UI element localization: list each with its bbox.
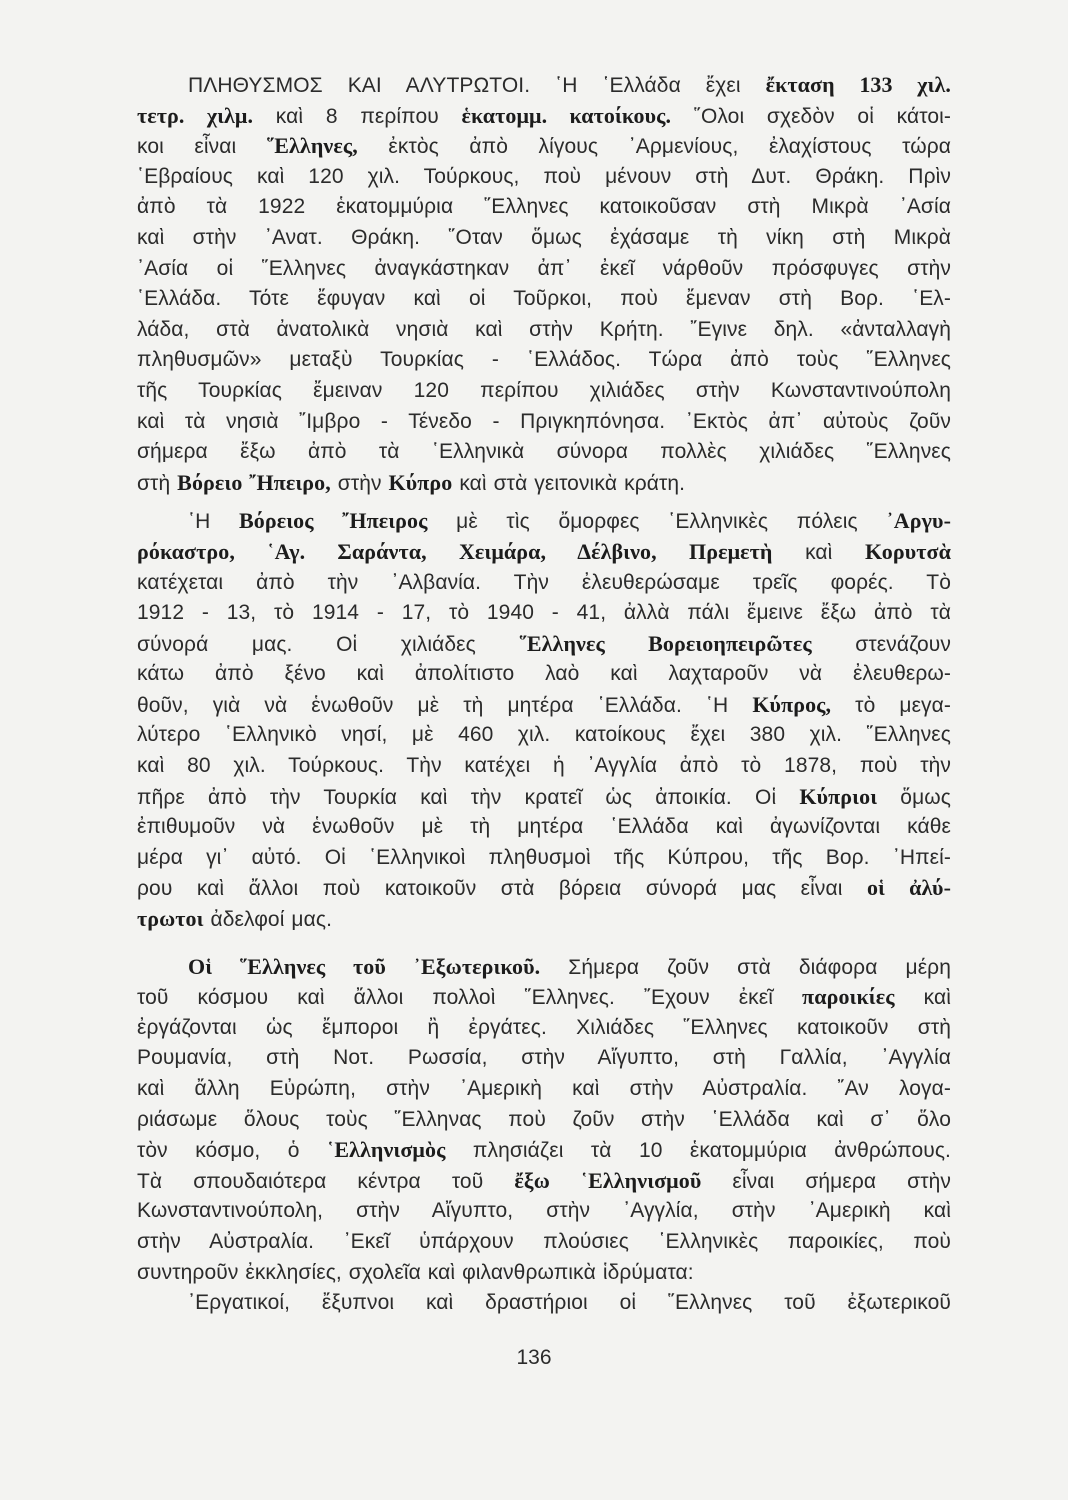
paragraph — [137, 952, 951, 1289]
text: τῆς Τουρκίας ἔμειναν 120 περίπου χιλιάδες στὴν Κωνσταντινούπολη — [137, 378, 951, 402]
text: τὸ μεγα- — [831, 693, 951, 717]
text: Τὰ σπουδαιότερα κέντρα τοῦ — [137, 1169, 515, 1193]
page-number: 136 — [516, 1346, 552, 1369]
text-line — [137, 873, 951, 904]
text: πῆρε ἀπὸ τὴν Τουρκία καὶ τὴν κρατεῖ ὡς ἀποικία. Οἱ — [137, 785, 800, 809]
text-line — [137, 192, 951, 223]
text-line — [137, 131, 951, 162]
text-line — [137, 982, 951, 1013]
text: κάτω ἀπὸ ξένο καὶ ἀπολίτιστο λαὸ καὶ λαχταροῦν νὰ ἐλευθερω- — [137, 662, 951, 686]
text: μέρα γι᾿ αὐτό. Οἱ ῾Ελληνικοὶ πληθυσμοὶ τῆς Κύπρου, τῆς Βορ. ᾿Ηπεί- — [137, 845, 951, 869]
text: ἀδελφοί μας. — [203, 908, 333, 932]
text: τὸν κόσμο, ὁ — [137, 1139, 327, 1163]
text: τοῦ κόσμου καὶ ἄλλοι πολλοὶ ῞Ελληνες. ῎Εχουν ἐκεῖ — [137, 986, 803, 1010]
text: πληθυσμῶν» μεταξὺ Τουρκίας - ῾Ελλάδος. Τώρα ἀπὸ τοὺς ῞Ελληνες — [137, 348, 951, 372]
text: κοι εἶναι — [137, 135, 267, 159]
text-line — [137, 843, 951, 874]
text-line — [137, 437, 951, 468]
text-line — [137, 812, 951, 843]
text: ἐκτὸς ἀπὸ λίγους ᾿Αρμενίους, ἐλαχίστους τώρα — [357, 135, 951, 159]
text: ΠΛΗΘΥΣΜΟΣ ΚΑΙ ΑΛΥΤΡΩΤΟΙ. ῾Η ῾Ελλάδα ἔχει — [188, 74, 766, 97]
text: ἐργάζονται ὡς ἔμποροι ἢ ἐργάτες. Χιλιάδες ῞Ελληνες κατοικοῦν στὴ — [137, 1015, 951, 1039]
bold-text: ἔκταση 133 χιλ. — [765, 72, 951, 97]
text: ριάσωμε ὅλους τοὺς ῞Ελληνας ποὺ ζοῦν στὴν ῾Ελλάδα καὶ σ᾿ ὅλο — [137, 1107, 951, 1131]
bold-text: τρωτοι — [137, 906, 204, 932]
text: Κωνσταντινούπολη, στὴν Αἴγυπτο, στὴν ᾿Αγγλία, στὴν ᾿Αμερικὴ καὶ — [137, 1199, 951, 1223]
text-line — [137, 1227, 951, 1258]
text: ᾿Ασία οἱ ῞Ελληνες ἀναγκάστηκαν ἀπ᾿ ἐκεῖ νάρθοῦν πρόσφυγες στὴν — [137, 256, 951, 280]
bold-text: Βόρειο ῎Ηπειρο, — [177, 469, 331, 495]
text-line — [137, 659, 951, 690]
bold-text: ἑκατομμ. κατοίκους. — [461, 102, 672, 128]
text: σύνορά μας. Οἱ χιλιάδες — [137, 632, 520, 656]
text-line — [137, 952, 951, 983]
text: καὶ στὴν ᾿Ανατ. Θράκη. ῞Οταν ὅμως ἐχάσαμε τὴ νίκη στὴ Μικρὰ — [137, 225, 951, 249]
text-line — [137, 506, 951, 537]
text: θοῦν, γιὰ νὰ ἑνωθοῦν μὲ τὴ μητέρα ῾Ελλάδα. ῾Η — [137, 693, 753, 717]
bold-text: ἔξω ῾Ελληνισμοῦ — [514, 1167, 702, 1193]
text-line — [137, 904, 951, 935]
text-line — [137, 70, 951, 101]
text-line — [137, 1196, 951, 1227]
paragraph — [137, 1288, 951, 1319]
bold-text: Κορυτσὰ — [865, 538, 951, 564]
text-line — [137, 468, 951, 499]
text-line — [137, 223, 951, 254]
text: ᾿Εργατικοί, ἔξυπνοι καὶ δραστήριοι οἱ ῞Ελληνες τοῦ ἐξωτερικοῦ — [188, 1291, 951, 1315]
text: πλησιάζει τὰ 10 ἑκατομμύρια ἀνθρώπους. — [445, 1139, 951, 1163]
text-line — [137, 407, 951, 438]
text: ῾Εβραίους καὶ 120 χιλ. Τούρκους, ποὺ μένουν στὴ Δυτ. Θράκη. Πρὶν — [137, 164, 951, 188]
text-line — [137, 1166, 951, 1197]
text: λύτερο ῾Ελληνικὸ νησί, μὲ 460 χιλ. κατοίκους ἔχει 380 χιλ. ῞Ελληνες — [137, 723, 951, 747]
bold-text: παροικίες — [802, 984, 895, 1010]
text-line — [137, 598, 951, 629]
text: ῾Η — [188, 510, 239, 534]
text: στὴ — [137, 471, 178, 495]
paragraph — [137, 70, 951, 498]
text-line — [137, 284, 951, 315]
text: καὶ τὰ νησιὰ ῎Ιμβρο - Τένεδο - Πριγκηπόνησα. ᾿Εκτὸς ἀπ᾿ αὐτοὺς ζοῦν — [137, 409, 951, 433]
text: Ρουμανία, στὴ Νοτ. Ρωσσία, στὴν Αἴγυπτο, στὴ Γαλλία, ᾿Αγγλία — [137, 1046, 951, 1070]
text-line — [137, 720, 951, 751]
text-line — [137, 162, 951, 193]
bold-text: Οἱ ῞Ελληνες τοῦ ᾿Εξωτερικοῦ. — [188, 953, 541, 979]
text: καὶ 8 περίπου — [253, 104, 462, 128]
text: ῞Ολοι σχεδὸν οἱ κάτοι- — [671, 104, 951, 128]
bold-text: ῞Ελληνες, — [266, 133, 358, 159]
bold-text: Βόρειος ῎Ηπειρος — [239, 508, 428, 534]
bold-text: οἱ ἀλύ- — [866, 875, 951, 901]
text: ὅμως — [877, 785, 951, 809]
text: λάδα, στὰ ἀνατολικὰ νησιὰ καὶ στὴν Κρήτη. ῎Εγινε δηλ. «ἀνταλλαγὴ — [137, 317, 951, 341]
bold-text: ρόκαστρο, ῾Αγ. Σαράντα, Χειμάρα, Δέλβινο, Πρεμετὴ — [137, 538, 773, 564]
text-line — [137, 690, 951, 721]
bold-text: τετρ. χιλμ. — [137, 102, 254, 128]
bold-text: ῾Ελληνισμὸς — [326, 1137, 446, 1163]
text-line — [137, 101, 951, 132]
text: Σήμερα ζοῦν στὰ διάφορα μέρη — [540, 955, 951, 979]
text: κατέχεται ἀπὸ τὴν ᾿Αλβανία. Τὴν ἐλευθερώσαμε τρεῖς φορές. Τὸ — [137, 570, 951, 594]
text: μὲ τὶς ὄμορφες ῾Ελληνικὲς πόλεις — [427, 510, 887, 534]
text-line — [137, 1288, 951, 1319]
text: εἶναι σήμερα στὴν — [701, 1169, 951, 1193]
text-line — [137, 782, 951, 813]
text-line — [137, 1258, 951, 1289]
bold-text: Κύπριοι — [799, 783, 878, 809]
text-line — [137, 1135, 951, 1166]
text: ῾Ελλάδα. Τότε ἔφυγαν καὶ οἱ Τοῦρκοι, ποὺ ἔμεναν στὴ Βορ. ῾Ελ- — [137, 287, 951, 311]
bold-text: ῞Ελληνες Βορειοηπειρῶτες — [519, 630, 812, 656]
text: καὶ στὰ γειτονικὰ κράτη. — [452, 471, 686, 495]
text-line — [137, 1013, 951, 1044]
text: 1912 - 13, τὸ 1914 - 17, τὸ 1940 - 41, ἀλλὰ πάλι ἔμεινε ἔξω ἀπὸ τὰ — [137, 601, 951, 625]
text: καὶ 80 χιλ. Τούρκους. Τὴν κατέχει ἡ ᾿Αγγλία ἀπὸ τὸ 1878, ποὺ τὴν — [137, 754, 951, 778]
text: στὴν Αὐστραλία. ᾿Εκεῖ ὑπάρχουν πλούσιες ῾Ελληνικὲς παροικίες, ποὺ — [137, 1229, 951, 1253]
text: στὴν — [330, 471, 389, 495]
page-body — [137, 70, 951, 1319]
text-line — [137, 537, 951, 568]
bold-text: ᾿Αργυ- — [886, 508, 951, 534]
text: ἀπὸ τὰ 1922 ἑκατομμύρια ῞Ελληνες κατοικοῦσαν στὴ Μικρὰ ᾿Ασία — [137, 195, 951, 219]
bold-text: Κύπρο — [388, 469, 453, 495]
text-line — [137, 345, 951, 376]
text-line — [137, 629, 951, 660]
text-line — [137, 1074, 951, 1105]
text: ἐπιθυμοῦν νὰ ἑνωθοῦν μὲ τὴ μητέρα ῾Ελλάδα καὶ ἀγωνίζονται κάθε — [137, 815, 951, 839]
text: καὶ ἄλλη Εὐρώπη, στὴν ᾿Αμερικὴ καὶ στὴν Αὐστραλία. ῎Αν λογα- — [137, 1077, 951, 1100]
text: συντηροῦν ἐκκλησίες, σχολεῖα καὶ φιλανθρωπικὰ ἱδρύματα: — [137, 1260, 694, 1284]
text: στενάζουν — [811, 632, 951, 656]
paragraph — [137, 506, 951, 934]
text-line — [137, 1043, 951, 1074]
text-line — [137, 751, 951, 782]
text: σήμερα ἔξω ἀπὸ τὰ ῾Ελληνικὰ σύνορα πολλὲς χιλιάδες ῞Ελληνες — [137, 440, 951, 464]
text: καὶ — [894, 986, 951, 1010]
text: καὶ — [772, 540, 866, 564]
text-line — [137, 568, 951, 599]
text-line — [137, 254, 951, 285]
text-line — [137, 376, 951, 407]
text-line — [137, 1105, 951, 1136]
bold-text: Κύπρος, — [752, 691, 832, 717]
text: ρου καὶ ἄλλοι ποὺ κατοικοῦν στὰ βόρεια σύνορά μας εἶναι — [137, 877, 867, 901]
text-line — [137, 315, 951, 346]
